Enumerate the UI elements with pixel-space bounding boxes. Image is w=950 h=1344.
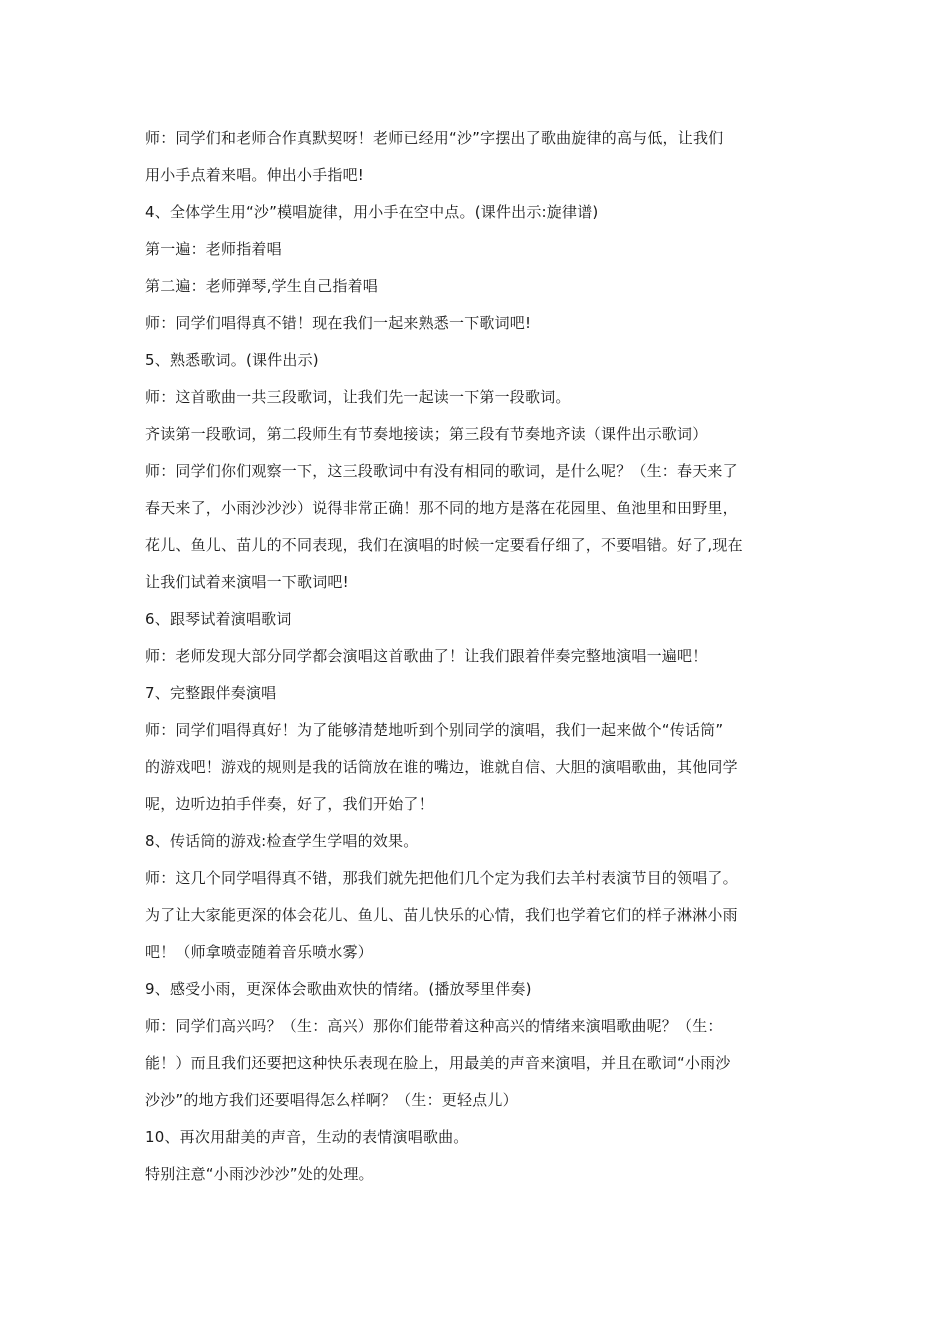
text-line: 为了让大家能更深的体会花儿、鱼儿、苗儿快乐的心情，我们也学着它们的样子淋淋小雨: [145, 906, 738, 924]
document-body: [145, 120, 813, 1193]
step-heading: 9、感受小雨，更深体会歌曲欢快的情绪。(播放琴里伴奏): [145, 980, 532, 998]
text-line: 能！）而且我们还要把这种快乐表现在脸上，用最美的声音来演唱，并且在歌词“小雨沙: [145, 1054, 731, 1072]
text-line: 师：这首歌曲一共三段歌词，让我们先一起读一下第一段歌词。: [145, 388, 571, 406]
text-line: 的游戏吧！游戏的规则是我的话筒放在谁的嘴边，谁就自信、大胆的演唱歌曲，其他同学: [145, 758, 738, 776]
text-line: 师：老师发现大部分同学都会演唱这首歌曲了！让我们跟着伴奏完整地演唱一遍吧！: [145, 647, 708, 665]
text-line: 师：同学们唱得真不错！现在我们一起来熟悉一下歌词吧!: [145, 314, 532, 332]
text-line: 师：这几个同学唱得真不错，那我们就先把他们几个定为我们去羊村表演节目的领唱了。: [145, 869, 738, 887]
text-line: 春天来了，小雨沙沙沙）说得非常正确！那不同的地方是落在花园里、鱼池里和田野里，: [145, 499, 738, 517]
step-heading: 7、完整跟伴奏演唱: [145, 684, 277, 702]
text-line: 齐读第一段歌词，第二段师生有节奏地接读；第三段有节奏地齐读（课件出示歌词）: [145, 425, 708, 443]
step-heading: 8、传话筒的游戏:检查学生学唱的效果。: [145, 832, 419, 850]
text-line: 第二遍：老师弹琴,学生自己指着唱: [145, 277, 378, 295]
text-line: 特别注意“小雨沙沙沙”处的处理。: [145, 1165, 374, 1183]
text-line: 呢，边听边拍手伴奏，好了，我们开始了！: [145, 795, 434, 813]
text-line: 让我们试着来演唱一下歌词吧!: [145, 573, 349, 591]
step-heading: 4、全体学生用“沙”模唱旋律，用小手在空中点。(课件出示:旋律谱): [145, 203, 599, 221]
text-line: 师：同学们唱得真好！为了能够清楚地听到个别同学的演唱，我们一起来做个“传话筒”: [145, 721, 724, 739]
text-line: 师：同学们和老师合作真默契呀！老师已经用“沙”字摆出了歌曲旋律的高与低，让我们: [145, 129, 724, 147]
step-heading: 6、跟琴试着演唱歌词: [145, 610, 292, 628]
text-line: 第一遍：老师指着唱: [145, 240, 282, 258]
text-line: 花儿、鱼儿、苗儿的不同表现，我们在演唱的时候一定要看仔细了，不要唱错。好了,现在: [145, 536, 743, 554]
text-line: 师：同学们你们观察一下，这三段歌词中有没有相同的歌词，是什么呢？（生：春天来了: [145, 462, 738, 480]
step-heading: 5、熟悉歌词。(课件出示): [145, 351, 319, 369]
text-line: 用小手点着来唱。伸出小手指吧!: [145, 166, 365, 184]
step-heading: 10、再次用甜美的声音，生动的表情演唱歌曲。: [145, 1128, 469, 1146]
text-line: 沙沙”的地方我们还要唱得怎么样啊？（生：更轻点儿）: [145, 1091, 518, 1109]
text-line: 吧！（师拿喷壶随着音乐喷水雾）: [145, 943, 374, 961]
text-line: 师：同学们高兴吗？（生：高兴）那你们能带着这种高兴的情绪来演唱歌曲呢？（生：: [145, 1017, 723, 1035]
